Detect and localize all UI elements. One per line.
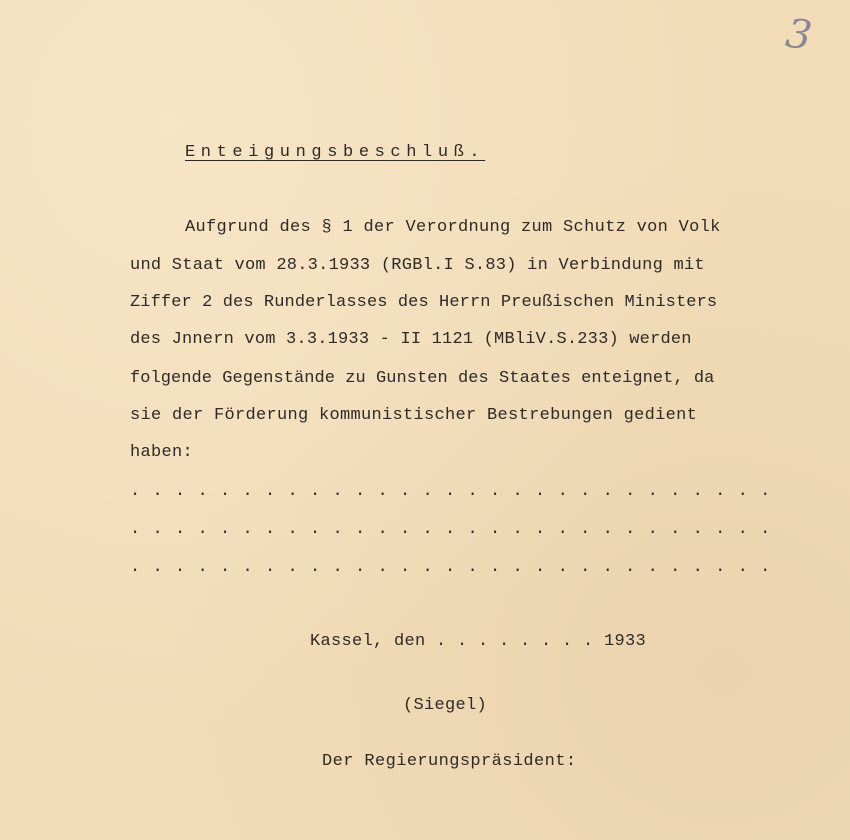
body-line: haben: — [130, 443, 194, 462]
handwritten-page-mark: 3 — [782, 10, 815, 60]
seal-placeholder: (Siegel) — [403, 696, 488, 715]
dotted-fill-line: . . . . . . . . . . . . . . . . . . . . . . . . . . . . . — [130, 482, 772, 501]
dotted-fill-line: . . . . . . . . . . . . . . . . . . . . . . . . . . . . . — [130, 558, 772, 577]
body-line: des Jnnern vom 3.3.1933 - II 1121 (MBliV.S.233) werden — [130, 330, 692, 349]
signer-title: Der Regierungspräsident: — [322, 752, 577, 771]
body-line: sie der Förderung kommunistischer Bestrebungen gedient — [130, 406, 698, 425]
body-line: Aufgrund des § 1 der Verordnung zum Schutz von Volk — [185, 218, 721, 237]
dotted-fill-line: . . . . . . . . . . . . . . . . . . . . . . . . . . . . . — [130, 520, 772, 539]
body-line: Ziffer 2 des Runderlasses des Herrn Preußischen Ministers — [130, 293, 718, 312]
body-line: folgende Gegenstände zu Gunsten des Staates enteignet, da — [130, 369, 715, 388]
document-title: Enteigungsbeschluß. — [185, 143, 486, 162]
place-date-line: Kassel, den . . . . . . . . 1933 — [310, 632, 647, 651]
body-line: und Staat vom 28.3.1933 (RGBl.I S.83) in Verbindung mit — [130, 256, 705, 275]
